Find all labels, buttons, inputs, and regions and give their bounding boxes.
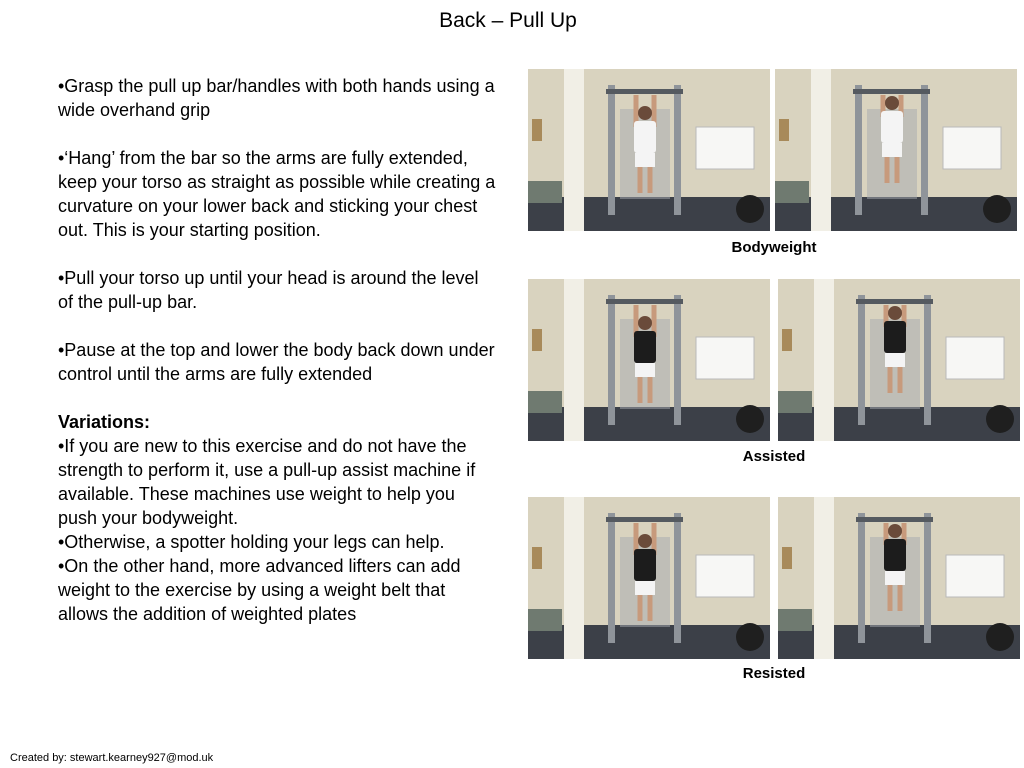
caption-resisted: Resisted [742,665,806,682]
instruction-step: •Grasp the pull up bar/handles with both hands using a wide overhand grip [58,76,495,120]
variation-item: •Otherwise, a spotter holding your legs can help. [58,532,445,552]
assisted-top-photo [778,279,1020,441]
bodyweight-top-photo [775,69,1017,231]
bodyweight-start-photo [528,69,770,231]
instruction-step: •Pause at the top and lower the body back down under control until the arms are fully extended [58,340,495,384]
instructions-column [58,74,498,626]
assisted-start-photo [528,279,770,441]
caption-bodyweight: Bodyweight [731,239,817,256]
variation-item: •If you are new to this exercise and do not have the strength to perform it, use a pull-up assist machine if available. These machines use weight to help you push your bodyweight. [58,436,476,528]
variation-item: •On the other hand, more advanced lifters can add weight to the exercise by using a weight belt that allows the addition of weighted plates [58,556,461,624]
variations-section [58,410,498,626]
caption-assisted: Assisted [742,448,806,465]
instruction-step: •Pull your torso up until your head is around the level of the pull-up bar. [58,268,479,312]
instruction-step: •‘Hang’ from the bar so the arms are fully extended, keep your torso as straight as possible while creating a curvature on your lower back and sticking your chest out. This is your starting position. [58,148,496,240]
resisted-start-photo [528,497,770,659]
variations-heading: Variations: [58,412,151,432]
resisted-top-photo [778,497,1020,659]
page-title: Back – Pull Up [439,9,577,32]
footer-credit: Created by: stewart.kearney927@mod.uk [10,752,214,764]
